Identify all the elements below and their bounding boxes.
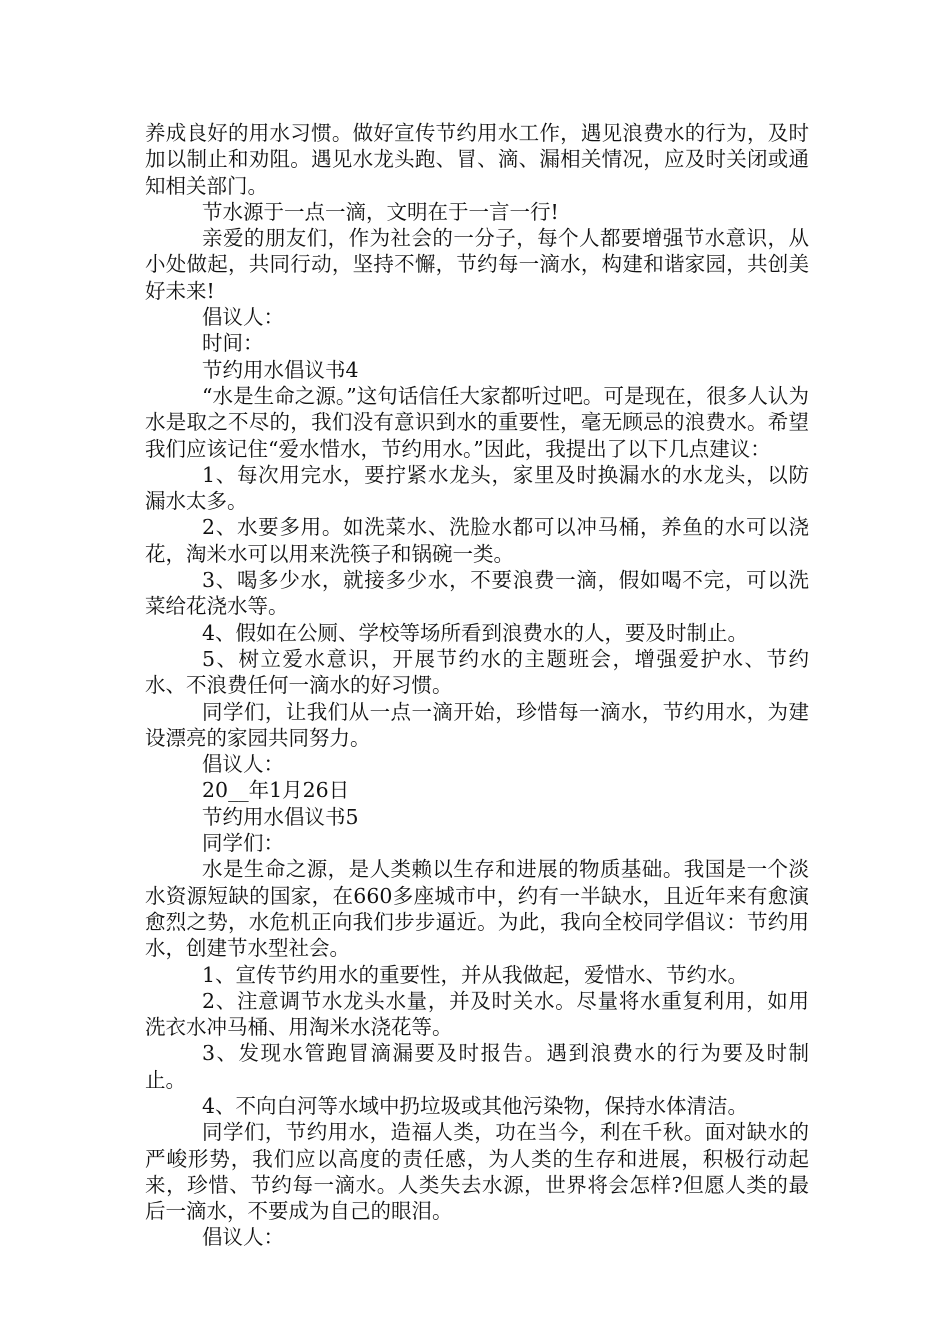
paragraph: 同学们，节约用水，造福人类，功在当今，利在千秋。面对缺水的严峻形势，我们应以高度的责任感，为人类的生存和进展，积极行动起来，珍惜、节约每一滴水。人类失去水源，世界将会怎样?但愿人类的最后一滴水，不要成为自己的眼泪。 [145,1120,809,1224]
paragraph: “水是生命之源。”这句话信任大家都听过吧。可是现在，很多人认为水是取之不尽的，我们没有意识到水的重要性，毫无顾忌的浪费水。希望我们应该记住“爱水惜水，节约用水。”因此，我提出了以下几点建议： [145,383,809,461]
paragraph: 节约用水倡议书4 [202,357,359,382]
paragraph: 亲爱的朋友们，作为社会的一分子，每个人都要增强节水意识，从小处做起，共同行动，坚持不懈，节约每一滴水，构建和谐家园，共创美好未来! [145,226,809,303]
paragraph: 倡议人： [202,1225,284,1250]
paragraph: 倡议人： [202,752,284,777]
paragraph: 节约用水倡议书5 [202,804,359,829]
document-body [145,120,809,1251]
paragraph: 4、不向白河等水域中扔垃圾或其他污染物，保持水体清洁。 [202,1093,749,1118]
paragraph: 3、发现水管跑冒滴漏要及时报告。遇到浪费水的行为要及时制止。 [145,1041,809,1092]
paragraph: 同学们： [202,831,284,856]
paragraph: 水是生命之源，是人类赖以生存和进展的物质基础。我国是一个淡水资源短缺的国家，在660多座城市中，约有一半缺水，且近年来有愈演愈烈之势，水危机正向我们步步逼近。为此，我向全校同学倡议：节约用水，创建节水型社会。 [145,857,809,961]
paragraph: 同学们，让我们从一点一滴开始，珍惜每一滴水，节约用水，为建设漂亮的家园共同努力。 [145,699,809,750]
paragraph: 20__年1月26日 [202,778,350,803]
paragraph: 节水源于一点一滴，文明在于一言一行! [202,199,559,224]
paragraph: 倡议人： [202,305,284,330]
paragraph: 时间： [202,331,264,356]
paragraph: 5、树立爱水意识，开展节约水的主题班会，增强爱护水、节约水、不浪费任何一滴水的好习惯。 [145,646,809,698]
paragraph: 2、注意调节水龙头水量，并及时关水。尽量将水重复利用，如用洗衣水冲马桶、用淘米水浇花等。 [145,988,809,1040]
paragraph: 养成良好的用水习惯。做好宣传节约用水工作，遇见浪费水的行为，及时加以制止和劝阻。遇见水龙头跑、冒、滴、漏相关情况，应及时关闭或通知相关部门。 [145,121,809,198]
paragraph: 1、每次用完水，要拧紧水龙头，家里及时换漏水的水龙头，以防漏水太多。 [145,462,809,514]
paragraph: 1、宣传节约用水的重要性，并从我做起，爱惜水、节约水。 [202,962,749,987]
paragraph: 4、假如在公厕、学校等场所看到浪费水的人，要及时制止。 [202,620,749,645]
paragraph: 3、喝多少水，就接多少水，不要浪费一滴，假如喝不完，可以洗菜给花浇水等。 [145,568,809,619]
paragraph: 2、水要多用。如洗菜水、洗脸水都可以冲马桶，养鱼的水可以浇花，淘米水可以用来洗筷子和锅碗一类。 [145,515,809,566]
